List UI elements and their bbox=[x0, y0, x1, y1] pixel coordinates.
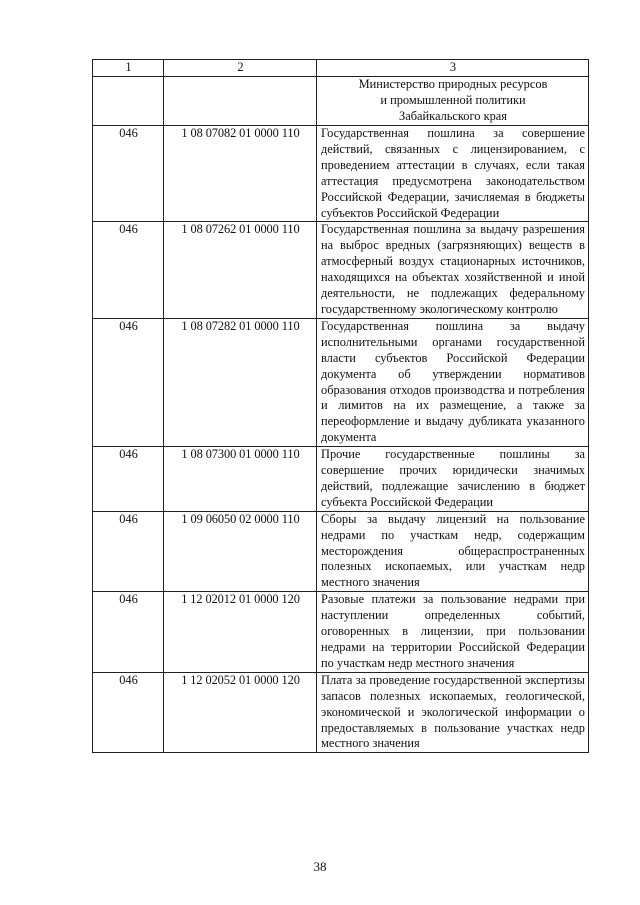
table-row bbox=[93, 318, 589, 446]
revenue-description: Прочие государственные пошлины за совершение прочих юридически значимых действий, подлежащие зачислению в бюджет субъекта Российской Федерации bbox=[317, 447, 589, 512]
empty-cell bbox=[164, 77, 317, 126]
administrator-name bbox=[317, 77, 589, 126]
budget-classification-code: 1 08 07300 01 0000 110 bbox=[164, 447, 317, 512]
empty-cell bbox=[93, 77, 164, 126]
revenue-description: Сборы за выдачу лицензий на пользование недрами по участкам недр, содержащим месторождения общераспространенных полезных ископаемых, или участкам недр местного значения bbox=[317, 511, 589, 592]
column-number-row bbox=[93, 60, 589, 77]
table-row bbox=[93, 511, 589, 592]
budget-classification-code: 1 08 07282 01 0000 110 bbox=[164, 318, 317, 446]
budget-classification-code: 1 12 02012 01 0000 120 bbox=[164, 592, 317, 673]
revenue-description: Государственная пошлина за выдачу исполнительными органами государственной власти субъектов Российской Федерации документа об утверждении нормативов образования отходов производства и потребления и лимитов на их размещение, а также за переоформление и выдачу дубликата указанного документа bbox=[317, 318, 589, 446]
column-number-3: 3 bbox=[317, 60, 589, 77]
budget-classification-code: 1 08 07262 01 0000 110 bbox=[164, 222, 317, 318]
administrator-name-line: и промышленной политики bbox=[380, 92, 526, 107]
administrator-code: 046 bbox=[93, 447, 164, 512]
page-number: 38 bbox=[313, 859, 327, 874]
budget-classification-code: 1 08 07082 01 0000 110 bbox=[164, 126, 317, 222]
table-row bbox=[93, 672, 589, 753]
budget-classification-code: 1 09 06050 02 0000 110 bbox=[164, 511, 317, 592]
administrator-name-line: Министерство природных ресурсов bbox=[358, 77, 548, 91]
revenue-description: Разовые платежи за пользование недрами при наступлении определенных событий, оговоренных в лицензии, при пользовании недрами на территории Российской Федерации по участкам недр местного значения bbox=[317, 592, 589, 673]
administrator-code: 046 bbox=[93, 511, 164, 592]
revenue-description: Государственная пошлина за совершение действий, связанных с лицензированием, с проведением аттестации в случаях, если такая аттестация предусмотрена законодательством Российской Федерации, зачисляемая в бюджеты субъектов Российской Федерации bbox=[317, 126, 589, 222]
administrator-code: 046 bbox=[93, 222, 164, 318]
revenue-description: Государственная пошлина за выдачу разрешения на выброс вредных (загрязняющих) веществ в атмосферный воздух стационарных источников, находящихся на объектах хозяйственной и иной деятельности, не подлежащих федеральному государственному экологическому контролю bbox=[317, 222, 589, 318]
table-row bbox=[93, 222, 589, 318]
column-number-1: 1 bbox=[93, 60, 164, 77]
table-row bbox=[93, 126, 589, 222]
administrator-code: 046 bbox=[93, 592, 164, 673]
budget-classification-code: 1 12 02052 01 0000 120 bbox=[164, 672, 317, 753]
table-row bbox=[93, 592, 589, 673]
administrator-heading-row bbox=[93, 77, 589, 126]
administrator-code: 046 bbox=[93, 318, 164, 446]
revenue-description: Плата за проведение государственной экспертизы запасов полезных ископаемых, геологической, экономической и экологической информации о предоставляемых в пользование участках недр местного значения bbox=[317, 672, 589, 753]
revenue-codes-table bbox=[92, 59, 589, 753]
administrator-name-line: Забайкальского края bbox=[399, 108, 507, 123]
administrator-code: 046 bbox=[93, 672, 164, 753]
column-number-2: 2 bbox=[164, 60, 317, 77]
table-row bbox=[93, 447, 589, 512]
administrator-code: 046 bbox=[93, 126, 164, 222]
